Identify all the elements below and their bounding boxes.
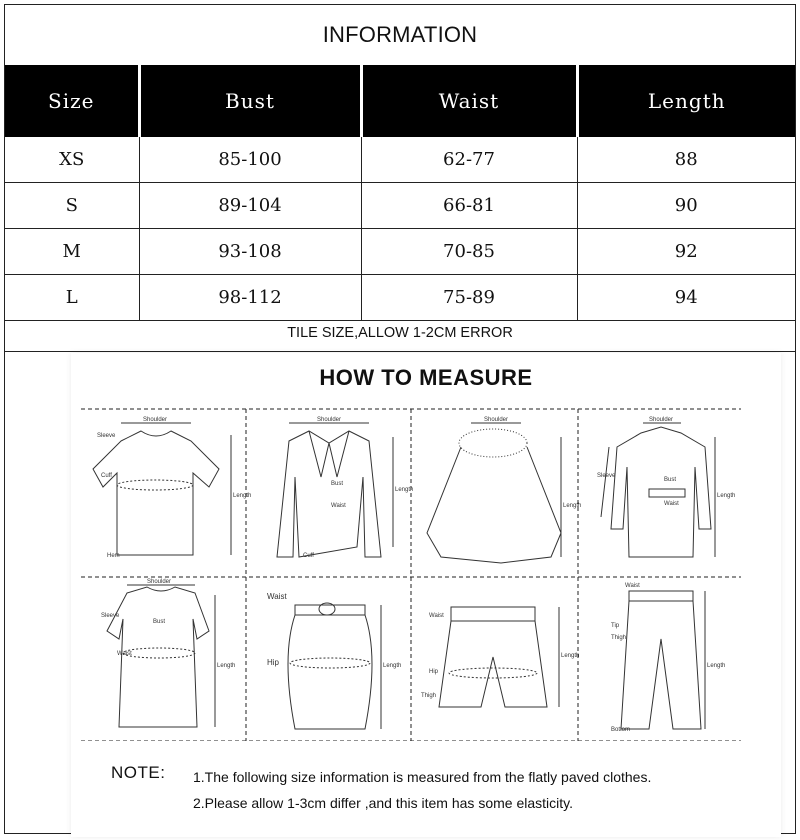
note-line-1: 1.The following size information is measured from the flatly paved clothes. — [193, 769, 652, 785]
label-shoulder: Shoulder — [649, 417, 674, 423]
label-bust: Bust — [331, 481, 344, 487]
cell-bust: 85-100 — [139, 137, 361, 183]
measurement-diagram-grid — [81, 407, 741, 741]
label-shoulder: Shoulder — [317, 417, 342, 423]
label-shoulder: Shoulder — [484, 417, 509, 423]
cell-waist: 70-85 — [361, 229, 577, 275]
label-length: Length — [561, 653, 580, 659]
label-cuff: Cuff — [101, 473, 112, 479]
cell-waist: 66-81 — [361, 183, 577, 229]
label-length: Length — [707, 663, 726, 669]
label-shoulder: Shoulder — [147, 579, 172, 585]
trench-coat-diagram — [597, 417, 735, 557]
label-waist: Waist — [625, 583, 640, 589]
cell-size: L — [5, 275, 139, 321]
how-to-measure-title: HOW TO MEASURE — [319, 365, 533, 390]
label-hip: Hip — [267, 658, 280, 667]
label-waist: Waist — [267, 592, 287, 601]
note-label: NOTE: — [111, 763, 166, 782]
label-hem: Hem — [107, 553, 120, 559]
header-bust: Bust — [139, 65, 361, 137]
label-hip: Hip — [429, 669, 439, 675]
information-title: INFORMATION — [322, 22, 478, 47]
cell-length: 88 — [577, 137, 795, 183]
label-sleeve: Sleeve — [597, 473, 616, 479]
label-thigh: Thigh — [421, 693, 437, 699]
header-length: Length — [577, 65, 795, 137]
how-to-measure-panel — [71, 353, 781, 837]
cell-size: XS — [5, 137, 139, 183]
blazer-diagram — [277, 417, 413, 559]
label-length: Length — [217, 663, 236, 669]
size-chart-frame — [4, 4, 796, 834]
table-row — [5, 183, 795, 229]
label-tip: Tip — [611, 623, 620, 629]
label-thigh: Thigh — [611, 635, 627, 641]
trousers-diagram — [611, 583, 725, 733]
cell-bust: 93-108 — [139, 229, 361, 275]
table-row — [5, 137, 795, 183]
label-waist: Waist — [429, 613, 444, 619]
table-row — [5, 275, 795, 321]
label-bust: Bust — [153, 619, 166, 625]
label-shoulder: Shoulder — [143, 417, 168, 423]
label-bust: Bust — [664, 477, 677, 483]
size-table — [5, 65, 795, 321]
dress-diagram — [101, 579, 235, 727]
label-sleeve: Sleeve — [101, 613, 120, 619]
shorts-diagram — [421, 607, 579, 707]
tolerance-note: TILE SIZE,ALLOW 1-2CM ERROR — [5, 315, 795, 352]
cell-waist: 75-89 — [361, 275, 577, 321]
tshirt-diagram — [93, 417, 251, 559]
label-bottom: Bottom — [611, 727, 631, 733]
header-waist: Waist — [361, 65, 577, 137]
size-table-header-row — [5, 65, 795, 137]
cell-bust: 89-104 — [139, 183, 361, 229]
cell-length: 92 — [577, 229, 795, 275]
label-length: Length — [383, 663, 402, 669]
label-waist: Waist — [664, 501, 679, 507]
label-length: Length — [563, 503, 582, 509]
label-length: Length — [233, 493, 252, 499]
label-length: Length — [717, 493, 736, 499]
note-line-2: 2.Please allow 1-3cm differ ,and this item has some elasticity. — [193, 795, 573, 811]
header-size: Size — [5, 65, 139, 137]
pencil-skirt-diagram — [267, 592, 401, 729]
label-cuff: Cuff — [303, 553, 314, 559]
label-waist: Waist — [331, 503, 346, 509]
label-length: Length — [395, 487, 414, 493]
label-sleeve: Sleeve — [97, 433, 116, 439]
label-waist: Waist — [117, 651, 132, 657]
cell-size: M — [5, 229, 139, 275]
cell-bust: 98-112 — [139, 275, 361, 321]
cell-length: 94 — [577, 275, 795, 321]
cell-length: 90 — [577, 183, 795, 229]
table-row — [5, 229, 795, 275]
cape-coat-diagram — [427, 417, 581, 563]
grid-lines — [81, 409, 741, 741]
cell-waist: 62-77 — [361, 137, 577, 183]
cell-size: S — [5, 183, 139, 229]
